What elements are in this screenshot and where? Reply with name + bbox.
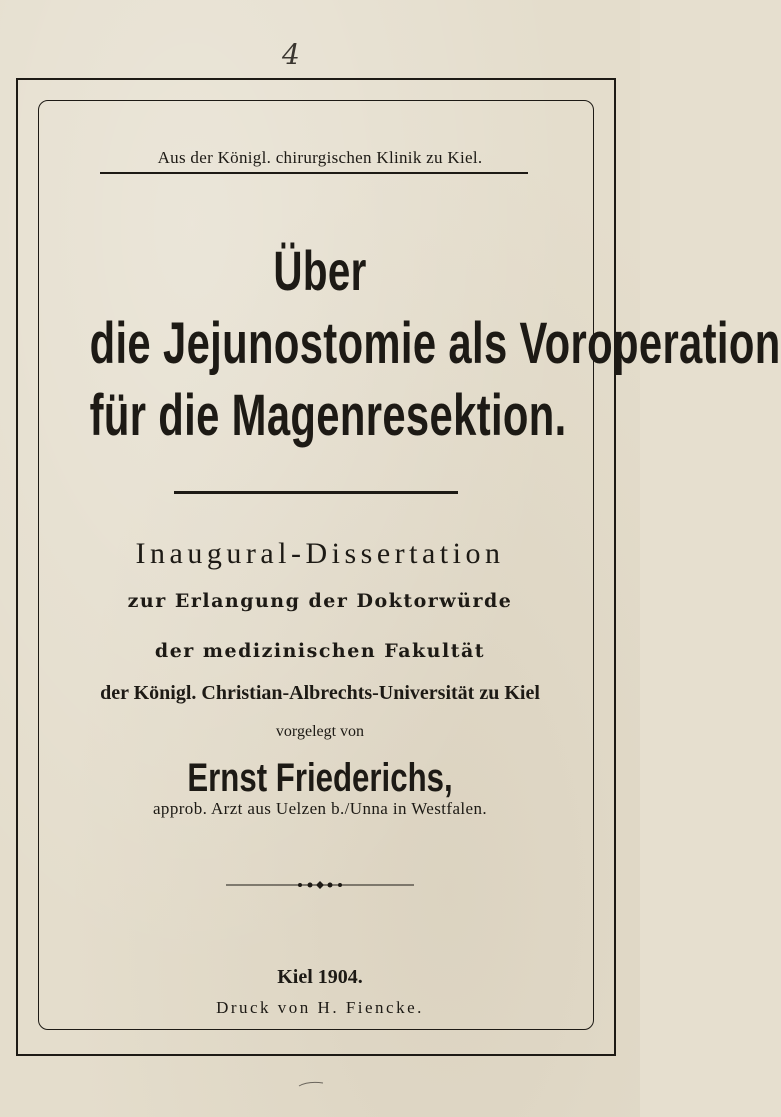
clinic-underline-rule <box>100 172 528 174</box>
handwritten-page-number: 4 <box>282 38 300 71</box>
title-divider-rule <box>174 491 458 494</box>
title-line-2: die Jejunostomie als Voroperation <box>89 311 781 376</box>
title-line-3: für die Magenresektion. <box>89 383 567 448</box>
author-name: Ernst Friederichs, <box>187 756 453 800</box>
clinic-line: Aus der Königl. chirurgischen Klinik zu Kiel. <box>157 148 483 167</box>
dissertation-heading: Inaugural-Dissertation <box>135 537 505 570</box>
title-line-1: Über <box>273 239 367 302</box>
ink-mark <box>298 1080 324 1088</box>
purpose-line: zur Erlangung der Doktorwürde <box>127 590 513 612</box>
faculty-line: der medizinischen Fakultät <box>154 640 486 662</box>
author-details: approb. Arzt aus Uelzen b./Unna in Westfalen. <box>152 799 488 818</box>
university-line: der Königl. Christian-Albrechts-Universität zu Kiel <box>100 682 540 704</box>
place-year: Kiel 1904. <box>277 966 363 988</box>
ornament-divider-icon <box>226 878 414 892</box>
printer-line: Druck von H. Fiencke. <box>216 998 424 1017</box>
presented-by-line: vorgelegt von <box>275 723 365 740</box>
